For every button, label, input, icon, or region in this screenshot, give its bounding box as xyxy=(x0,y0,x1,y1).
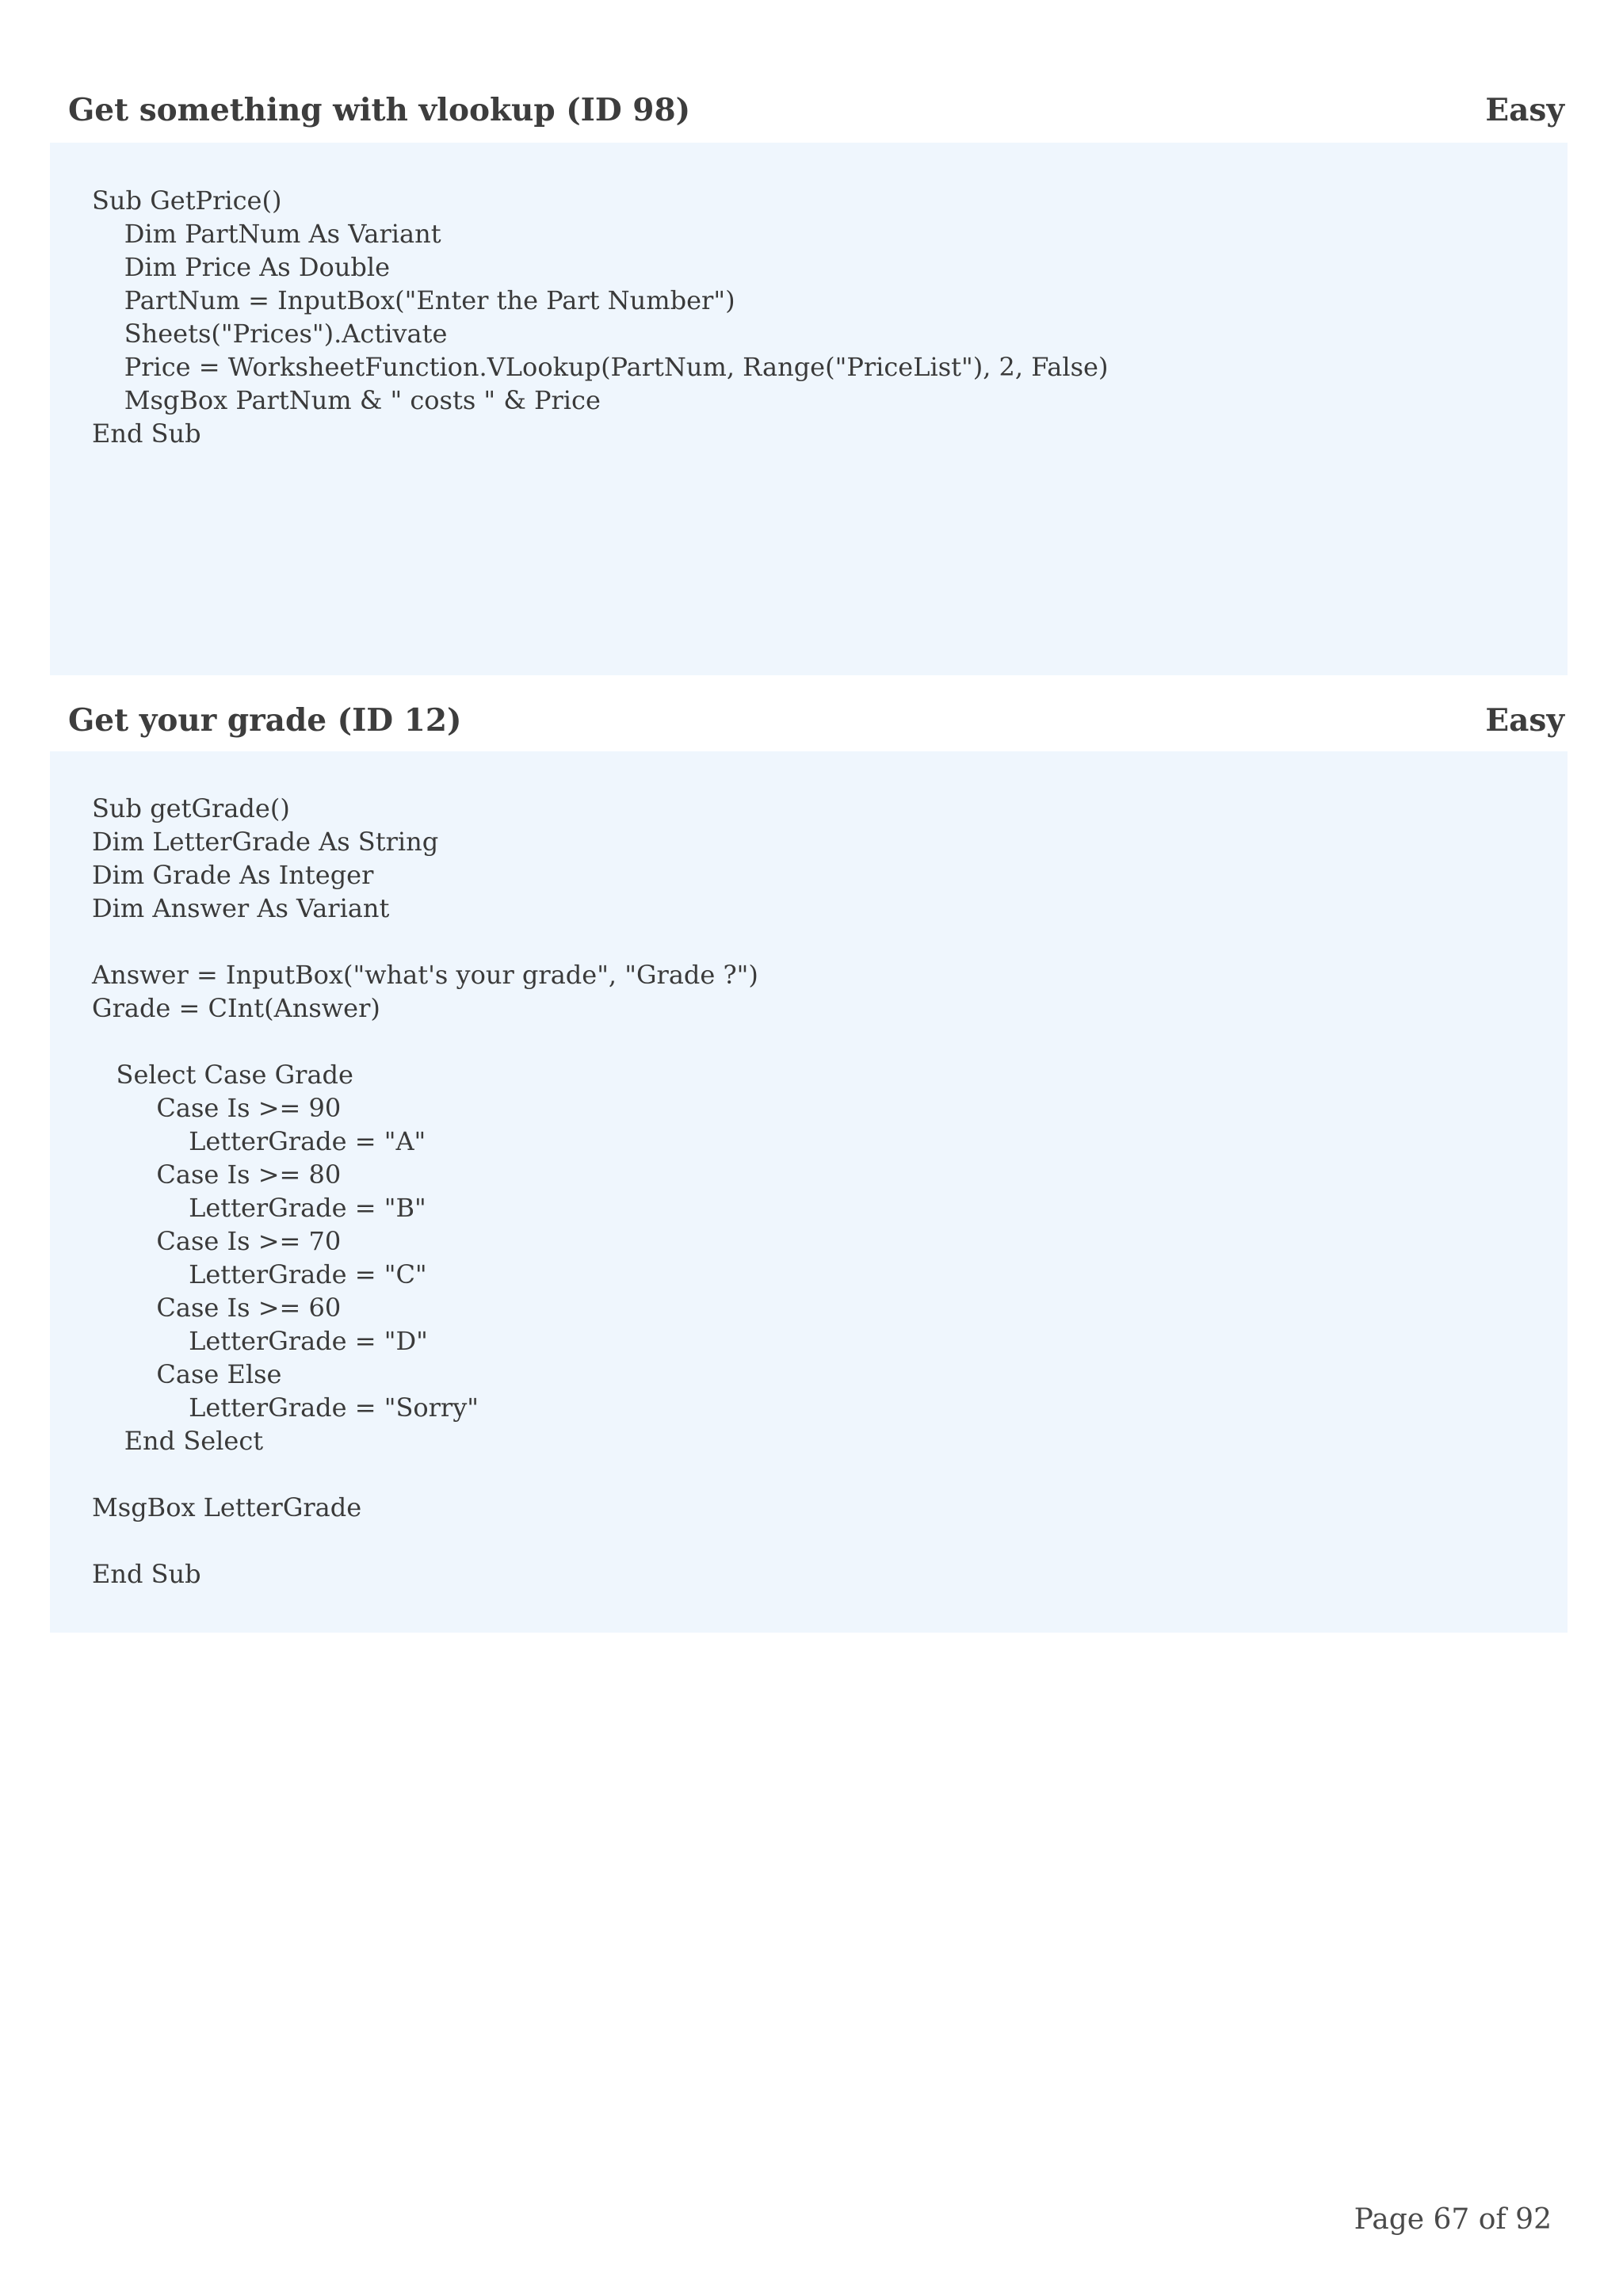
snippet-2-difficulty: Easy xyxy=(1485,702,1564,739)
snippet-1-difficulty: Easy xyxy=(1485,92,1564,128)
snippet-1-header xyxy=(68,86,1564,134)
snippet-2-code-block xyxy=(50,751,1568,1633)
page-number: Page 67 of 92 xyxy=(1354,2203,1552,2236)
snippet-2-header xyxy=(68,697,1564,744)
snippet-1-title: Get something with vlookup (ID 98) xyxy=(68,92,691,128)
snippet-1-code-block xyxy=(50,143,1568,675)
snippet-2-title: Get your grade (ID 12) xyxy=(68,702,462,739)
snippet-1-code: Sub GetPrice() Dim PartNum As Variant Dim Price As Double PartNum = InputBox("Enter the Part Number") Sheets("Prices").Activate Price = WorksheetFunction.VLookup(PartNum, Range("PriceList"), 2, False) MsgBox PartNum & " costs " & Price End Sub xyxy=(92,185,1109,449)
snippet-2-code: Sub getGrade() Dim LetterGrade As String Dim Grade As Integer Dim Answer As Variant Answer = InputBox("what's your grade", "Grade ?") Grade = CInt(Answer) Select Case Grade Case Is >= 90 LetterGrade = "A" Case Is >= 80 LetterGrade = "B" Case Is >= 70 LetterGrade = "C" Case Is >= 60 LetterGrade = "D" Case Else LetterGrade = "Sorry" End Select MsgBox LetterGrade End Sub xyxy=(92,793,758,1589)
